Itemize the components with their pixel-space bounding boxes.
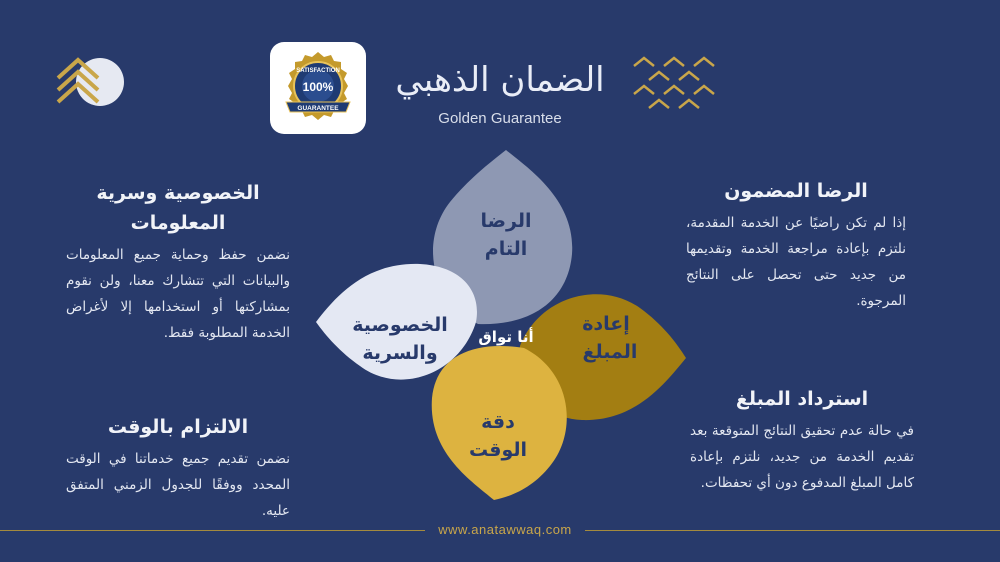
- guarantee-badge-logo: [270, 42, 366, 134]
- refund-body: في حالة عدم تحقيق النتائج المتوقعة بعد تقديم الخدمة من جديد، نلتزم بإعادة كامل المبلغ المدفوع دون أي تحفظات.: [690, 423, 914, 491]
- petal-diagram: [310, 150, 690, 500]
- page-subtitle: Golden Guarantee: [438, 110, 562, 127]
- privacy-heading: الخصوصية وسرية المعلومات: [96, 182, 260, 234]
- footer-website-link[interactable]: www.anatawwaq.com: [438, 522, 572, 537]
- footer-divider-left: [0, 530, 425, 531]
- time-heading: الالتزام بالوقت: [107, 416, 249, 438]
- refund-block: [690, 384, 914, 496]
- petal-left-line1: الخصوصية: [352, 314, 448, 336]
- time-commitment-block: [66, 412, 290, 524]
- satisfaction-seal-icon: [276, 46, 360, 130]
- satisfaction-heading: الرضا المضمون: [724, 180, 868, 202]
- diagram-center-label: أنا تواق: [478, 328, 534, 346]
- satisfaction-block: [686, 176, 906, 314]
- petal-left-line2: والسرية: [362, 342, 438, 364]
- petal-right-line2: المبلغ: [582, 341, 638, 363]
- satisfaction-body: إذا لم تكن راضيًا عن الخدمة المقدمة، نلتزم بإعادة مراجعة الخدمة وتقديمها من جديد حتى تحصل على النتائج المرجوة.: [686, 215, 906, 309]
- badge-top-text: SATISFACTION: [296, 68, 340, 74]
- petal-bottom-line1: دقة: [481, 411, 515, 433]
- decorative-circle-stripes: [56, 50, 128, 114]
- badge-percent: 100%: [302, 80, 334, 94]
- badge-ribbon-text: GUARANTEE: [297, 105, 339, 112]
- petal-top-line2: التام: [484, 238, 528, 260]
- privacy-body: نضمن حفظ وحماية جميع المعلومات والبيانات التي تتشارك معنا، ولن نقوم بمشاركتها أو استخدامها إلا لأغراض الخدمة المطلوبة فقط.: [66, 247, 290, 341]
- petal-right-line1: إعادة: [582, 313, 630, 335]
- petal-top-line1: الرضا: [480, 210, 532, 232]
- footer-divider-right: [585, 530, 1000, 531]
- petal-bottom-line2: الوقت: [468, 439, 528, 461]
- page-title: الضمان الذهبي: [395, 60, 605, 100]
- refund-heading: استرداد المبلغ: [735, 388, 869, 410]
- privacy-block: [66, 178, 290, 346]
- time-body: نضمن تقديم جميع خدماتنا في الوقت المحدد ووفقًا للجدول الزمني المتفق عليه.: [66, 451, 290, 519]
- decorative-chevrons: [630, 56, 720, 114]
